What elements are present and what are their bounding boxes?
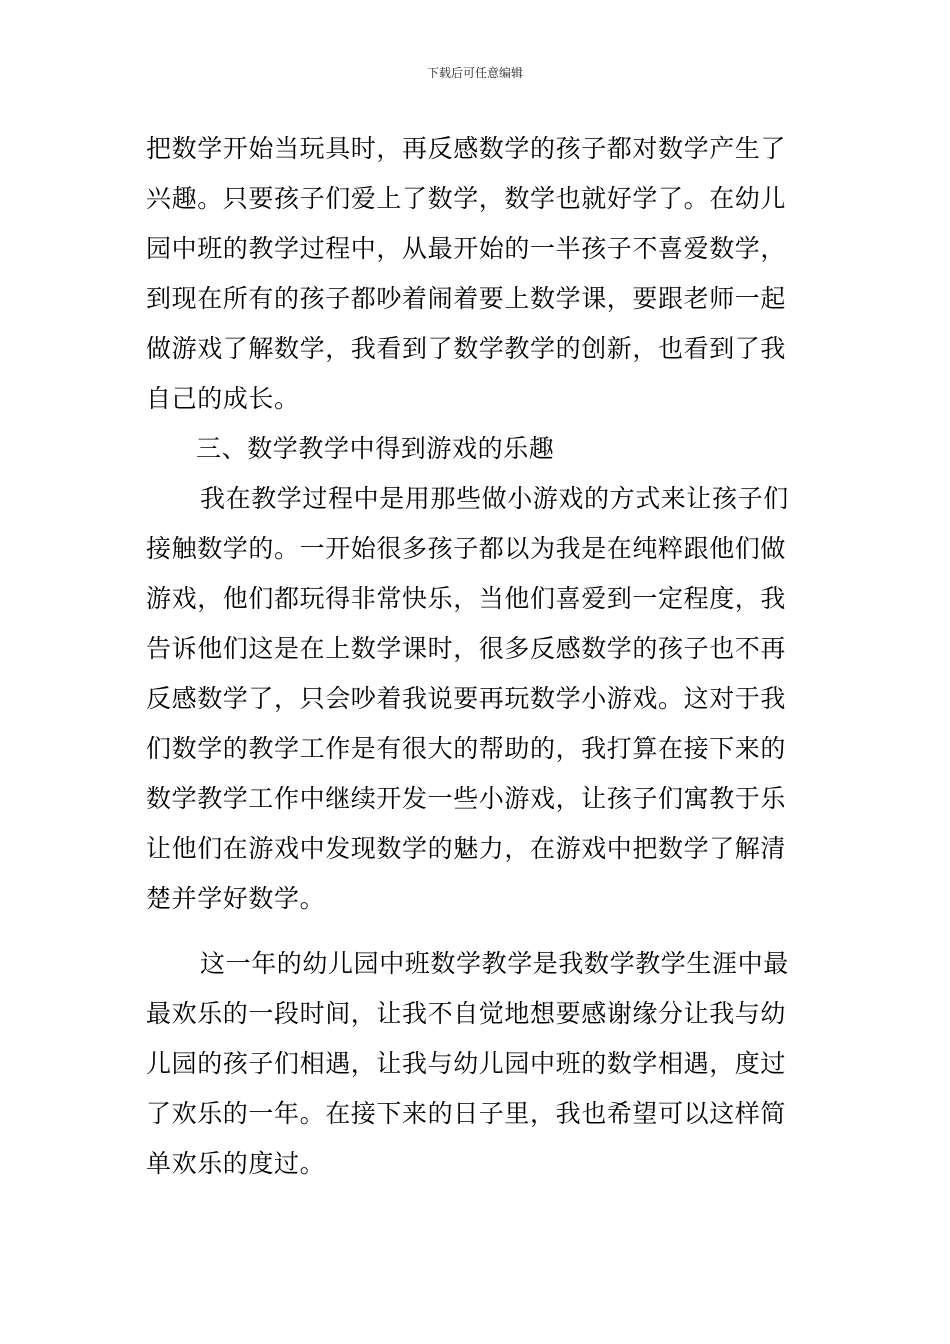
text-line: 园中班的教学过程中，从最开始的一半孩子不喜爱数学， bbox=[146, 234, 787, 263]
text-line: 了欢乐的一年。在接下来的日子里，我也希望可以这样简 bbox=[146, 1099, 787, 1128]
text-line: 数学教学工作中继续开发一些小游戏，让孩子们寓教于乐 bbox=[146, 784, 787, 813]
text-line: 楚并学好数学。 bbox=[146, 884, 326, 913]
text-line: 最欢乐的一段时间，让我不自觉地想要感谢缘分让我与幼 bbox=[146, 999, 787, 1028]
paragraph-1 bbox=[146, 124, 808, 424]
text-line: 自己的成长。 bbox=[146, 384, 300, 413]
text-line: 到现在所有的孩子都吵着闹着要上数学课，要跟老师一起 bbox=[146, 284, 787, 313]
text-line: 们数学的教学工作是有很大的帮助的，我打算在接下来的 bbox=[146, 734, 787, 763]
text-line: 这一年的幼儿园中班数学教学是我数学教学生涯中最 bbox=[200, 949, 789, 978]
text-line: 儿园的孩子们相遇，让我与幼儿园中班的数学相遇，度过 bbox=[146, 1049, 787, 1078]
text-line: 游戏，他们都玩得非常快乐，当他们喜爱到一定程度，我 bbox=[146, 584, 787, 613]
document-body bbox=[146, 124, 808, 1189]
text-line: 单欢乐的度过。 bbox=[146, 1149, 326, 1178]
text-line: 兴趣。只要孩子们爱上了数学，数学也就好学了。在幼儿 bbox=[146, 184, 787, 213]
text-line: 让他们在游戏中发现数学的魅力，在游戏中把数学了解清 bbox=[146, 834, 787, 863]
text-line: 我在教学过程中是用那些做小游戏的方式来让孩子们 bbox=[200, 484, 789, 513]
paragraph-spacer bbox=[146, 924, 808, 939]
text-line: 把数学开始当玩具时，再反感数学的孩子都对数学产生了 bbox=[146, 134, 787, 163]
text-line: 反感数学了，只会吵着我说要再玩数学小游戏。这对于我 bbox=[146, 684, 787, 713]
text-line: 告诉他们这是在上数学课时，很多反感数学的孩子也不再 bbox=[146, 634, 787, 663]
section-heading: 三、数学教学中得到游戏的乐趣 bbox=[196, 434, 555, 463]
text-line: 做游戏了解数学，我看到了数学教学的创新，也看到了我 bbox=[146, 334, 787, 363]
paragraph-3 bbox=[146, 939, 808, 1189]
paragraph-2 bbox=[146, 474, 808, 924]
text-line: 接触数学的。一开始很多孩子都以为我是在纯粹跟他们做 bbox=[146, 534, 787, 563]
page-header: 下载后可任意编辑 bbox=[426, 66, 523, 80]
